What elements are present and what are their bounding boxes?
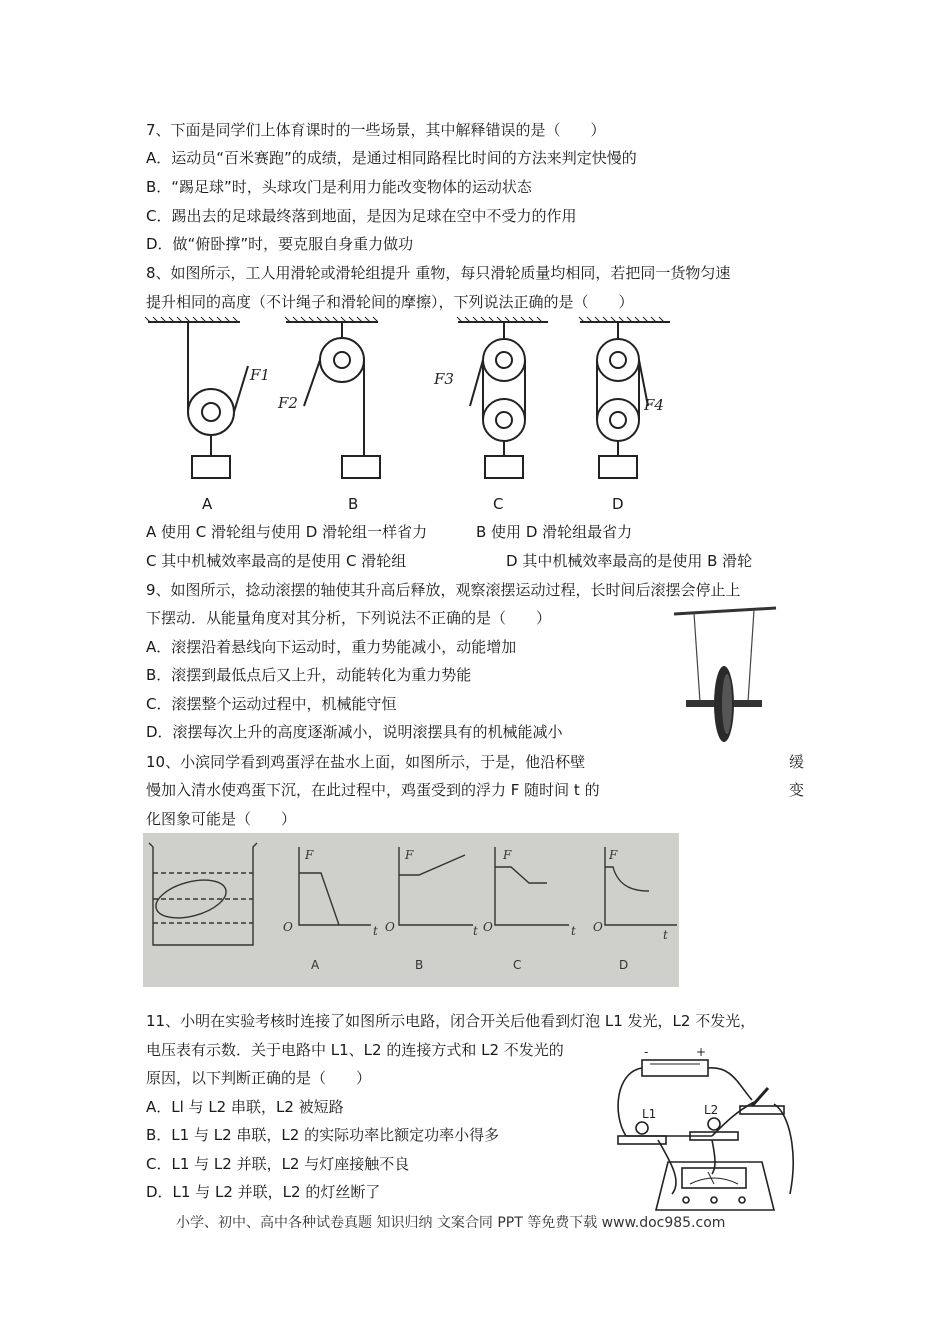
buoyancy-graphs-photo xyxy=(143,833,679,987)
q10-line1: 10、小滨同学看到鸡蛋浮在盐水上面，如图所示，于是，他沿杯壁 xyxy=(146,753,586,771)
q10-line2: 慢加入清水使鸡蛋下沉，在此过程中，鸡蛋受到的浮力 F 随时间 t 的 xyxy=(146,781,600,799)
graph-c-axis-x: t xyxy=(571,924,576,938)
q11-option-a: A．Ll 与 L2 串联，L2 被短路 xyxy=(146,1098,344,1116)
q8-stem-line2: 提升相同的高度（不计绳子和滑轮间的摩擦），下列说法正确的是（ ） xyxy=(146,293,634,311)
q10-line1-end: 缓 xyxy=(789,753,805,771)
q7-option-b: B．“踢足球”时，头球攻门是利用力能改变物体的运动状态 xyxy=(146,178,532,196)
graph-label-c: C xyxy=(513,958,522,972)
q9-option-b: B．滚摆到最低点后又上升，动能转化为重力势能 xyxy=(146,666,472,684)
q11-stem-line2: 电压表有示数．关于电路中 L1、L2 的连接方式和 L2 不发光的 xyxy=(146,1041,564,1059)
graph-d-axis-x: t xyxy=(663,928,668,942)
pulley-label-a: A xyxy=(202,495,213,513)
q8-option-a: A 使用 C 滑轮组与使用 D 滑轮组一样省力 xyxy=(146,523,428,541)
force-label-f2: F2 xyxy=(278,394,298,412)
graph-d-origin: O xyxy=(593,920,603,934)
lamp-label-l1: L1 xyxy=(642,1107,657,1121)
graph-label-d: D xyxy=(619,958,629,972)
battery-minus-label: - xyxy=(644,1045,649,1059)
pulley-figure xyxy=(140,316,680,486)
pulley-label-c: C xyxy=(493,495,504,513)
q11-option-d: D．L1 与 L2 并联，L2 的灯丝断了 xyxy=(146,1183,381,1201)
q7-option-a: A．运动员“百米赛跑”的成绩，是通过相同路程比时间的方法来判定快慢的 xyxy=(146,149,637,167)
graph-a-axis-x: t xyxy=(373,924,378,938)
q11-option-b: B．L1 与 L2 串联，L2 的实际功率比额定功率小得多 xyxy=(146,1126,500,1144)
q11-option-c: C．L1 与 L2 并联，L2 与灯座接触不良 xyxy=(146,1155,410,1173)
q8-option-d: D 其中机械效率最高的是使用 B 滑轮 xyxy=(506,552,753,570)
q10-line2-end: 变 xyxy=(789,781,805,799)
graph-a-axis-y: F xyxy=(305,848,314,862)
graph-c-origin: O xyxy=(483,920,493,934)
q8-option-c: C 其中机械效率最高的是使用 C 滑轮组 xyxy=(146,552,407,570)
q9-stem-line2: 下摆动．从能量角度对其分析，下列说法不正确的是（ ） xyxy=(146,609,552,627)
graph-c-axis-y: F xyxy=(503,848,512,862)
graph-d-axis-y: F xyxy=(609,848,618,862)
q7-option-d: D．做“俯卧撑”时，要克服自身重力做功 xyxy=(146,235,414,253)
q11-stem-line1: 11、小明在实验考核时连接了如图所示电路，闭合开关后他看到灯泡 L1 发光，L2 不发光， xyxy=(146,1012,756,1030)
q8-option-b: B 使用 D 滑轮组最省力 xyxy=(476,523,633,541)
graph-b-axis-y: F xyxy=(405,848,414,862)
q11-stem-line3: 原因，以下判断正确的是（ ） xyxy=(146,1069,372,1087)
page-footer: 小学、初中、高中各种试卷真题 知识归纳 文案合同 PPT 等免费下载 www.doc985.com xyxy=(176,1215,726,1231)
pulley-label-b: B xyxy=(348,495,359,513)
q9-stem-line1: 9、如图所示，捻动滚摆的轴使其升高后释放，观察滚摆运动过程，长时间后滚摆会停止上 xyxy=(146,581,741,599)
q8-stem-line1: 8、如图所示，工人用滑轮或滑轮组提升 重物，每只滑轮质量均相同，若把同一货物匀速 xyxy=(146,264,731,282)
force-label-f1: F1 xyxy=(250,366,270,384)
q7-stem: 7、下面是同学们上体育课时的一些场景，其中解释错误的是（ ） xyxy=(146,121,606,139)
q10-line3: 化图象可能是（ ） xyxy=(146,810,297,828)
lamp-label-l2: L2 xyxy=(704,1103,719,1117)
q9-option-d: D．滚摆每次上升的高度逐渐减小，说明滚摆具有的机械能减小 xyxy=(146,723,563,741)
graph-b-origin: O xyxy=(385,920,395,934)
graph-b-axis-x: t xyxy=(473,924,478,938)
q9-option-c: C．滚摆整个运动过程中，机械能守恒 xyxy=(146,695,397,713)
maxwell-wheel-figure xyxy=(670,604,780,754)
graph-label-b: B xyxy=(415,958,424,972)
q9-option-a: A．滚摆沿着悬线向下运动时，重力势能减小，动能增加 xyxy=(146,638,517,656)
battery-plus-label: + xyxy=(696,1045,707,1059)
q7-option-c: C．踢出去的足球最终落到地面，是因为足球在空中不受力的作用 xyxy=(146,207,577,225)
force-label-f3: F3 xyxy=(434,370,454,388)
circuit-figure xyxy=(612,1044,812,1222)
graph-label-a: A xyxy=(311,958,320,972)
pulley-label-d: D xyxy=(612,495,624,513)
graph-a-origin: O xyxy=(283,920,293,934)
force-label-f4: F4 xyxy=(644,396,664,414)
